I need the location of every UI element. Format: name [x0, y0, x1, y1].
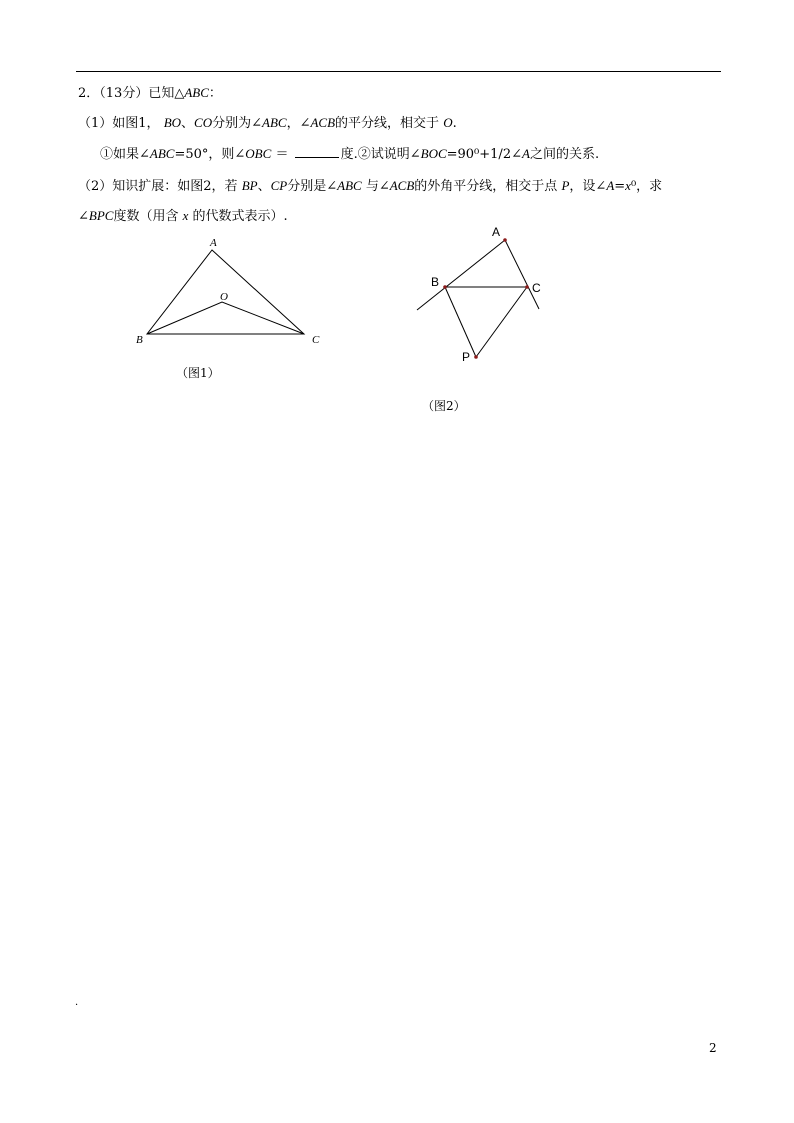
part1-text: 分别为∠	[212, 116, 263, 131]
point-c	[525, 285, 529, 289]
angle-acb: ACB	[310, 115, 336, 130]
figure-2-points	[443, 238, 529, 359]
colon: ：	[208, 86, 222, 101]
sub2-end: 之间的关系.	[529, 147, 600, 162]
line-ac-extended	[505, 240, 539, 309]
angle-symbol: ∠	[78, 209, 89, 224]
sub1-text: ①如果∠	[100, 147, 150, 162]
part2-question-end: 的代数式表示）.	[192, 209, 288, 224]
angle-a: A	[521, 146, 530, 161]
sub2-formula: =90⁰+1/2∠	[446, 147, 522, 162]
answer-blank[interactable]	[295, 145, 339, 158]
sub1-value: =50°，则∠	[174, 147, 246, 162]
question-header	[78, 83, 222, 104]
label-p: P	[462, 350, 471, 364]
angle-bpc: BPC	[88, 208, 114, 223]
point-b	[443, 285, 447, 289]
angle-obc: OBC	[245, 146, 272, 161]
figure-2-caption: （图2）	[422, 399, 466, 413]
part2-end: ⁰，求	[630, 179, 663, 194]
part2-statement	[78, 176, 662, 197]
point-a	[503, 238, 507, 242]
segment-cp	[476, 287, 527, 357]
period: .	[452, 116, 457, 131]
separator: 、	[181, 116, 195, 131]
angle-abc: ABC	[337, 178, 362, 193]
page-number: 2	[709, 1041, 717, 1055]
bisectors-bo-co	[147, 302, 304, 334]
point-p: P	[561, 178, 570, 193]
separator: 、	[257, 179, 271, 194]
angle-abc: ABC	[262, 115, 287, 130]
sub2-text: 度.②试说明∠	[340, 147, 421, 162]
part2-text-2: 与∠	[365, 179, 390, 194]
point-p	[474, 355, 478, 359]
part2-text-3: 的外角平分线，相交于点	[414, 179, 558, 194]
part2-prefix: （2）知识扩展：如图2，若	[78, 179, 238, 194]
angle-abc: ABC	[149, 146, 175, 161]
segment-bp	[445, 287, 476, 357]
header-rule	[76, 71, 721, 72]
part1-statement	[78, 113, 457, 134]
question-number: 2．	[78, 86, 100, 101]
part1-prefix: （1）如图1，	[78, 116, 160, 131]
angle-acb: ACB	[389, 178, 415, 193]
part2-text: 分别是∠	[287, 179, 338, 194]
segment-cp: CP	[270, 178, 288, 193]
label-c: C	[312, 334, 320, 346]
segment-bo: BO	[163, 115, 182, 130]
part1-comma: ，∠	[286, 116, 311, 131]
angle-boc: BOC	[420, 146, 447, 161]
footer-mark: ·	[75, 1000, 79, 1011]
equals-sign: ＝	[275, 147, 289, 162]
equals: =	[614, 179, 626, 194]
label-c: C	[532, 281, 541, 295]
label-a: A	[210, 237, 217, 249]
label-b: B	[136, 334, 143, 346]
part1-text-2: 的平分线，相交于	[335, 116, 440, 131]
point-o: O	[443, 115, 453, 130]
figure-1-caption: （图1）	[176, 366, 220, 380]
question-points: （13分）已知△	[99, 86, 185, 101]
triangle-name: ABC	[184, 85, 209, 100]
segment-bp: BP	[241, 178, 258, 193]
part2-question-text: 度数（用含	[113, 209, 179, 224]
segment-co: CO	[194, 115, 213, 130]
label-b: B	[431, 275, 440, 289]
line-ab-extended	[417, 240, 505, 310]
angle-a: A	[606, 178, 615, 193]
part2-text-4: ，设∠	[569, 179, 607, 194]
label-o: O	[220, 291, 228, 303]
variable-x: x	[182, 208, 189, 223]
part1-subquestions	[100, 144, 599, 165]
label-a: A	[492, 225, 501, 239]
variable-x: x	[625, 178, 631, 193]
part2-question	[78, 206, 288, 227]
triangle-abc	[147, 250, 304, 334]
